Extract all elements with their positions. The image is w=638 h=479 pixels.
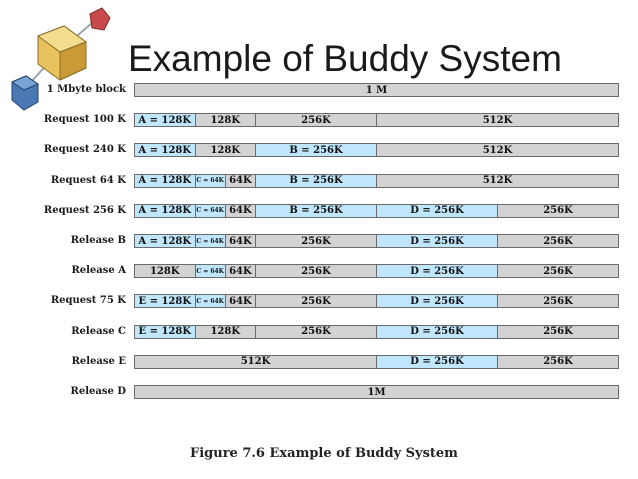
row-label: Request 240 K — [43, 144, 126, 156]
free-block: 256K — [497, 294, 619, 308]
free-block: 64K — [225, 174, 256, 188]
free-block: 64K — [225, 264, 256, 278]
row-label: Request 100 K — [43, 114, 126, 126]
free-block: 512K — [376, 174, 619, 188]
free-block: 64K — [225, 234, 256, 248]
row-label: Request 75 K — [50, 295, 126, 307]
row-label: Request 64 K — [50, 174, 126, 186]
free-block: 256K — [497, 204, 619, 218]
allocated-block: D = 256K — [376, 264, 498, 278]
row-label: Release C — [71, 325, 126, 337]
allocated-block: A = 128K — [134, 234, 196, 248]
free-block: 256K — [497, 264, 619, 278]
allocated-block: B = 256K — [255, 143, 377, 157]
free-block: 256K — [255, 294, 377, 308]
allocated-block: D = 256K — [376, 355, 498, 369]
allocated-block: E = 128K — [134, 325, 196, 339]
allocated-block: C = 64K — [195, 174, 226, 188]
free-block: 512K — [376, 113, 619, 127]
free-block: 256K — [497, 325, 619, 339]
free-block: 128K — [134, 264, 196, 278]
free-block: 1 M — [134, 83, 619, 97]
free-block: 256K — [255, 234, 377, 248]
allocated-block: C = 64K — [195, 264, 226, 278]
free-block: 128K — [195, 325, 257, 339]
row-label: 1 Mbyte block — [46, 84, 126, 95]
row-label: Release B — [70, 235, 126, 246]
free-block: 512K — [134, 355, 377, 369]
allocated-block: A = 128K — [134, 174, 196, 188]
free-block: 1M — [134, 385, 619, 399]
allocated-block: B = 256K — [255, 204, 377, 218]
allocated-block: C = 64K — [195, 294, 226, 308]
allocated-block: E = 128K — [134, 294, 196, 308]
allocated-block: B = 256K — [255, 174, 377, 188]
allocated-block: A = 128K — [134, 204, 196, 218]
free-block: 256K — [255, 325, 377, 339]
row-label: Request 256 K — [43, 204, 126, 216]
free-block: 64K — [225, 294, 256, 308]
free-block: 128K — [195, 143, 257, 157]
allocated-block: C = 64K — [195, 204, 226, 218]
slide-title: Example of Buddy System — [128, 38, 562, 79]
allocated-block: A = 128K — [134, 113, 196, 127]
free-block: 256K — [497, 355, 619, 369]
free-block: 256K — [497, 234, 619, 248]
free-block: 128K — [195, 113, 257, 127]
allocated-block: D = 256K — [376, 234, 498, 248]
figure-caption: Figure 7.6 Example of Buddy System — [190, 446, 458, 461]
free-block: 256K — [255, 113, 377, 127]
free-block: 512K — [376, 143, 619, 157]
allocated-block: D = 256K — [376, 204, 498, 218]
allocated-block: D = 256K — [376, 294, 498, 308]
row-label: Release E — [71, 355, 126, 367]
free-block: 256K — [255, 264, 377, 278]
allocated-block: D = 256K — [376, 325, 498, 339]
row-label: Release D — [70, 386, 126, 397]
allocated-block: A = 128K — [134, 143, 196, 157]
free-block: 64K — [225, 204, 256, 218]
allocated-block: C = 64K — [195, 234, 226, 248]
row-label: Release A — [71, 265, 126, 277]
